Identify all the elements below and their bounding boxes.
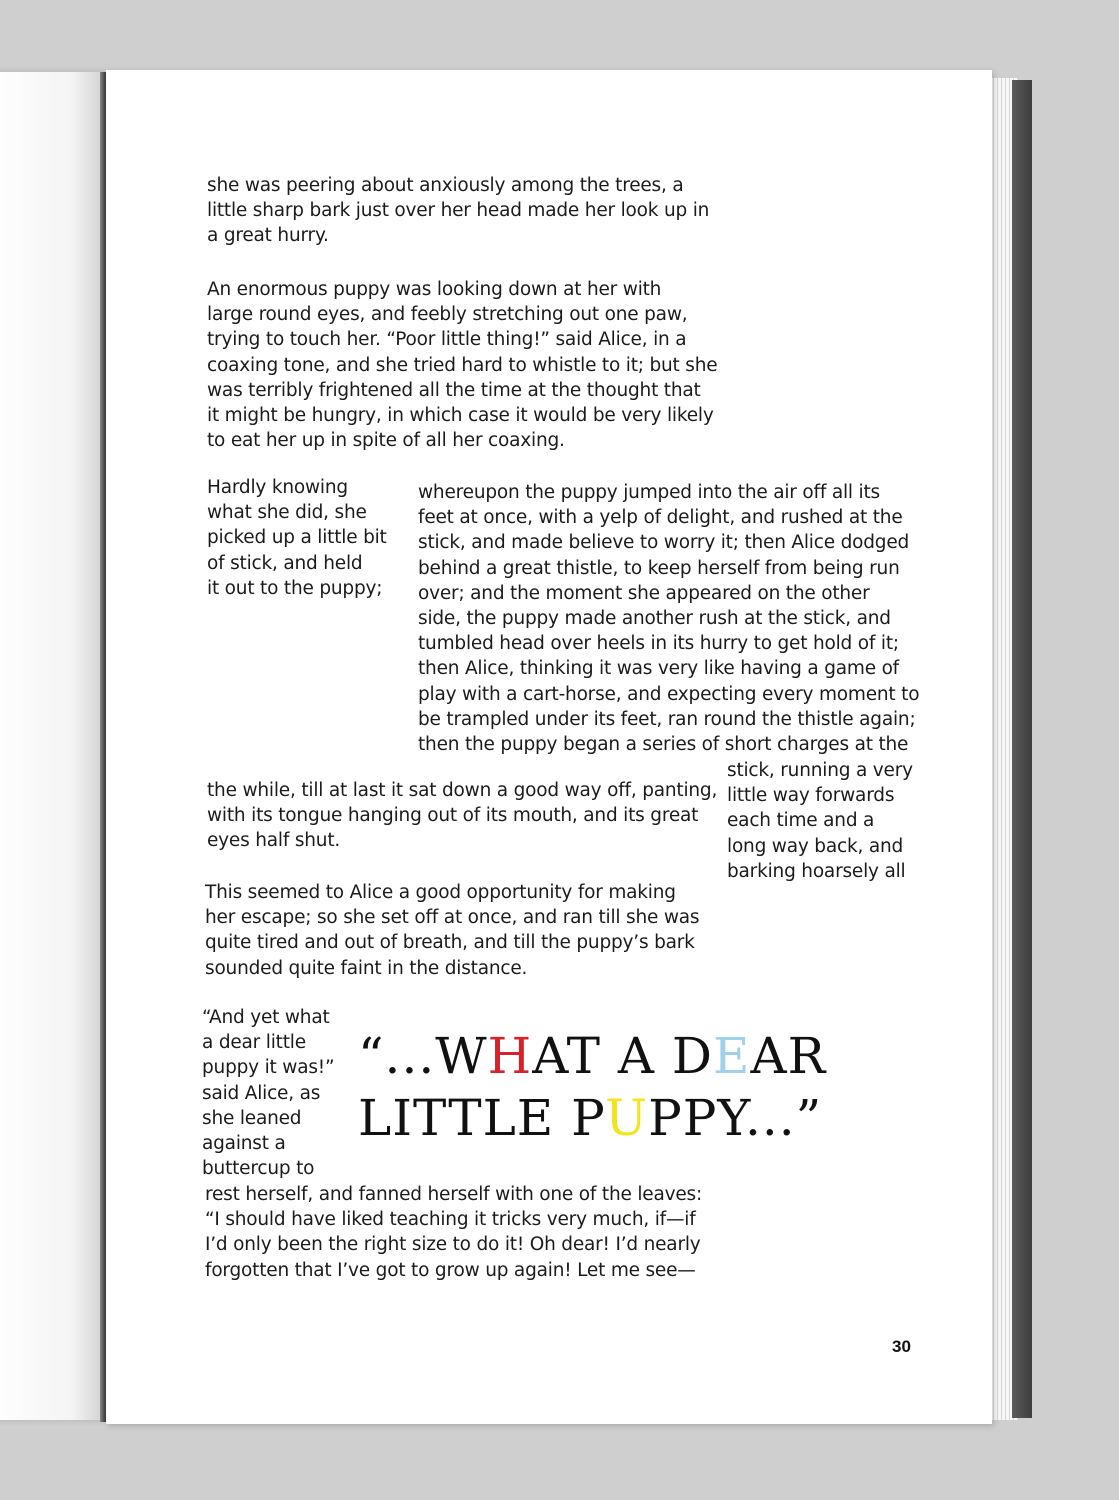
pull-quote bbox=[358, 1025, 826, 1149]
paragraph-5-left-column bbox=[202, 1005, 334, 1181]
text-line: This seemed to Alice a good opportunity for making bbox=[205, 882, 676, 903]
quote-segment: AR bbox=[750, 1027, 827, 1085]
text-line: quite tired and out of breath, and till the puppy’s bark bbox=[205, 932, 695, 954]
pull-quote-line-1 bbox=[358, 1025, 826, 1087]
paragraph-1 bbox=[207, 173, 709, 249]
paragraph-2 bbox=[207, 277, 717, 453]
pull-quote-line-2 bbox=[358, 1087, 826, 1149]
text-line: stick, running a very bbox=[727, 760, 913, 781]
paragraph-3-left-column bbox=[207, 475, 387, 601]
text-line: against a bbox=[202, 1133, 286, 1155]
text-line: little sharp bark just over her head made her look up in bbox=[207, 200, 710, 222]
text-line: to eat her up in spite of all her coaxing. bbox=[207, 430, 565, 452]
text-line: I’d only been the right size to do it! Oh dear! I’d nearly bbox=[205, 1234, 701, 1256]
text-line: trying to touch her. “Poor little thing!” said Alice, in a bbox=[207, 329, 687, 351]
text-line: it might be hungry, in which case it would be very likely bbox=[207, 405, 714, 427]
quote-segment-highlight-yellow: U bbox=[604, 1089, 649, 1147]
text-line: it out to the puppy; bbox=[207, 577, 383, 599]
text-line: a great hurry. bbox=[207, 225, 329, 247]
text-line: then Alice, thinking it was very like having a game of bbox=[418, 658, 899, 680]
text-line: whereupon the puppy jumped into the air off all its bbox=[418, 482, 880, 503]
right-page bbox=[106, 70, 992, 1424]
text-line: said Alice, as bbox=[202, 1082, 321, 1104]
text-line: coaxing tone, and she tried hard to whistle to it; but she bbox=[207, 354, 718, 376]
text-line: rest herself, and fanned herself with one of the leaves: bbox=[205, 1184, 703, 1205]
paragraph-3-narrow-column bbox=[727, 758, 913, 884]
back-cover bbox=[1012, 80, 1032, 1418]
text-line: long way back, and bbox=[727, 835, 904, 857]
text-line: eyes half shut. bbox=[207, 830, 341, 852]
paragraph-3-end bbox=[207, 778, 717, 854]
text-line: side, the puppy made another rush at the stick, and bbox=[418, 608, 891, 630]
text-line: picked up a little bit bbox=[207, 527, 387, 549]
text-line: puppy it was!” bbox=[202, 1057, 335, 1079]
text-line: then the puppy began a series of short charges at the bbox=[418, 734, 909, 756]
text-line: play with a cart-horse, and expecting every moment to bbox=[418, 683, 920, 705]
paragraph-4 bbox=[205, 880, 699, 981]
text-line: with its tongue hanging out of its mouth, and its great bbox=[207, 805, 699, 827]
text-line: barking hoarsely all bbox=[727, 860, 906, 882]
quote-segment-highlight-blue: E bbox=[712, 1027, 751, 1085]
quote-segment: PPY...” bbox=[648, 1089, 823, 1147]
text-line: tumbled head over heels in its hurry to get hold of it; bbox=[418, 633, 899, 655]
text-line: stick, and made believe to worry it; then Alice dodged bbox=[418, 532, 910, 554]
text-line: Hardly knowing bbox=[207, 477, 348, 498]
quote-segment: “...W bbox=[358, 1027, 488, 1085]
text-line: “And yet what bbox=[202, 1007, 330, 1028]
text-line: forgotten that I’ve got to grow up again! Let me see— bbox=[205, 1259, 696, 1281]
text-line: “I should have liked teaching it tricks very much, if—if bbox=[205, 1209, 696, 1231]
text-line: what she did, she bbox=[207, 502, 367, 524]
text-line: over; and the moment she appeared on the other bbox=[418, 582, 870, 604]
quote-segment: LITTLE P bbox=[358, 1089, 605, 1147]
text-line: each time and a bbox=[727, 810, 875, 832]
text-line: her escape; so she set off at once, and ran till she was bbox=[205, 907, 700, 929]
page-number: 30 bbox=[892, 1337, 911, 1356]
text-line: An enormous puppy was looking down at her with bbox=[207, 279, 662, 300]
text-line: behind a great thistle, to keep herself from being run bbox=[418, 557, 900, 579]
text-line: she leaned bbox=[202, 1107, 302, 1129]
text-line: of stick, and held bbox=[207, 552, 363, 574]
text-line: large round eyes, and feebly stretching out one paw, bbox=[207, 304, 688, 326]
paragraph-5-continued bbox=[205, 1182, 702, 1283]
left-page bbox=[0, 72, 108, 1420]
paragraph-3-right-column bbox=[418, 480, 919, 757]
text-line: was terribly frightened all the time at the thought that bbox=[207, 379, 701, 401]
text-line: she was peering about anxiously among the trees, a bbox=[207, 175, 684, 196]
text-line: a dear little bbox=[202, 1032, 306, 1054]
text-line: little way forwards bbox=[727, 785, 895, 807]
quote-segment-highlight-red: H bbox=[487, 1027, 533, 1085]
text-line: buttercup to bbox=[202, 1158, 315, 1180]
text-line: the while, till at last it sat down a good way off, panting, bbox=[207, 780, 718, 801]
text-line: feet at once, with a yelp of delight, and rushed at the bbox=[418, 507, 903, 529]
quote-segment: AT A D bbox=[532, 1027, 713, 1085]
text-line: sounded quite faint in the distance. bbox=[205, 957, 528, 979]
text-line: be trampled under its feet, ran round the thistle again; bbox=[418, 708, 916, 730]
